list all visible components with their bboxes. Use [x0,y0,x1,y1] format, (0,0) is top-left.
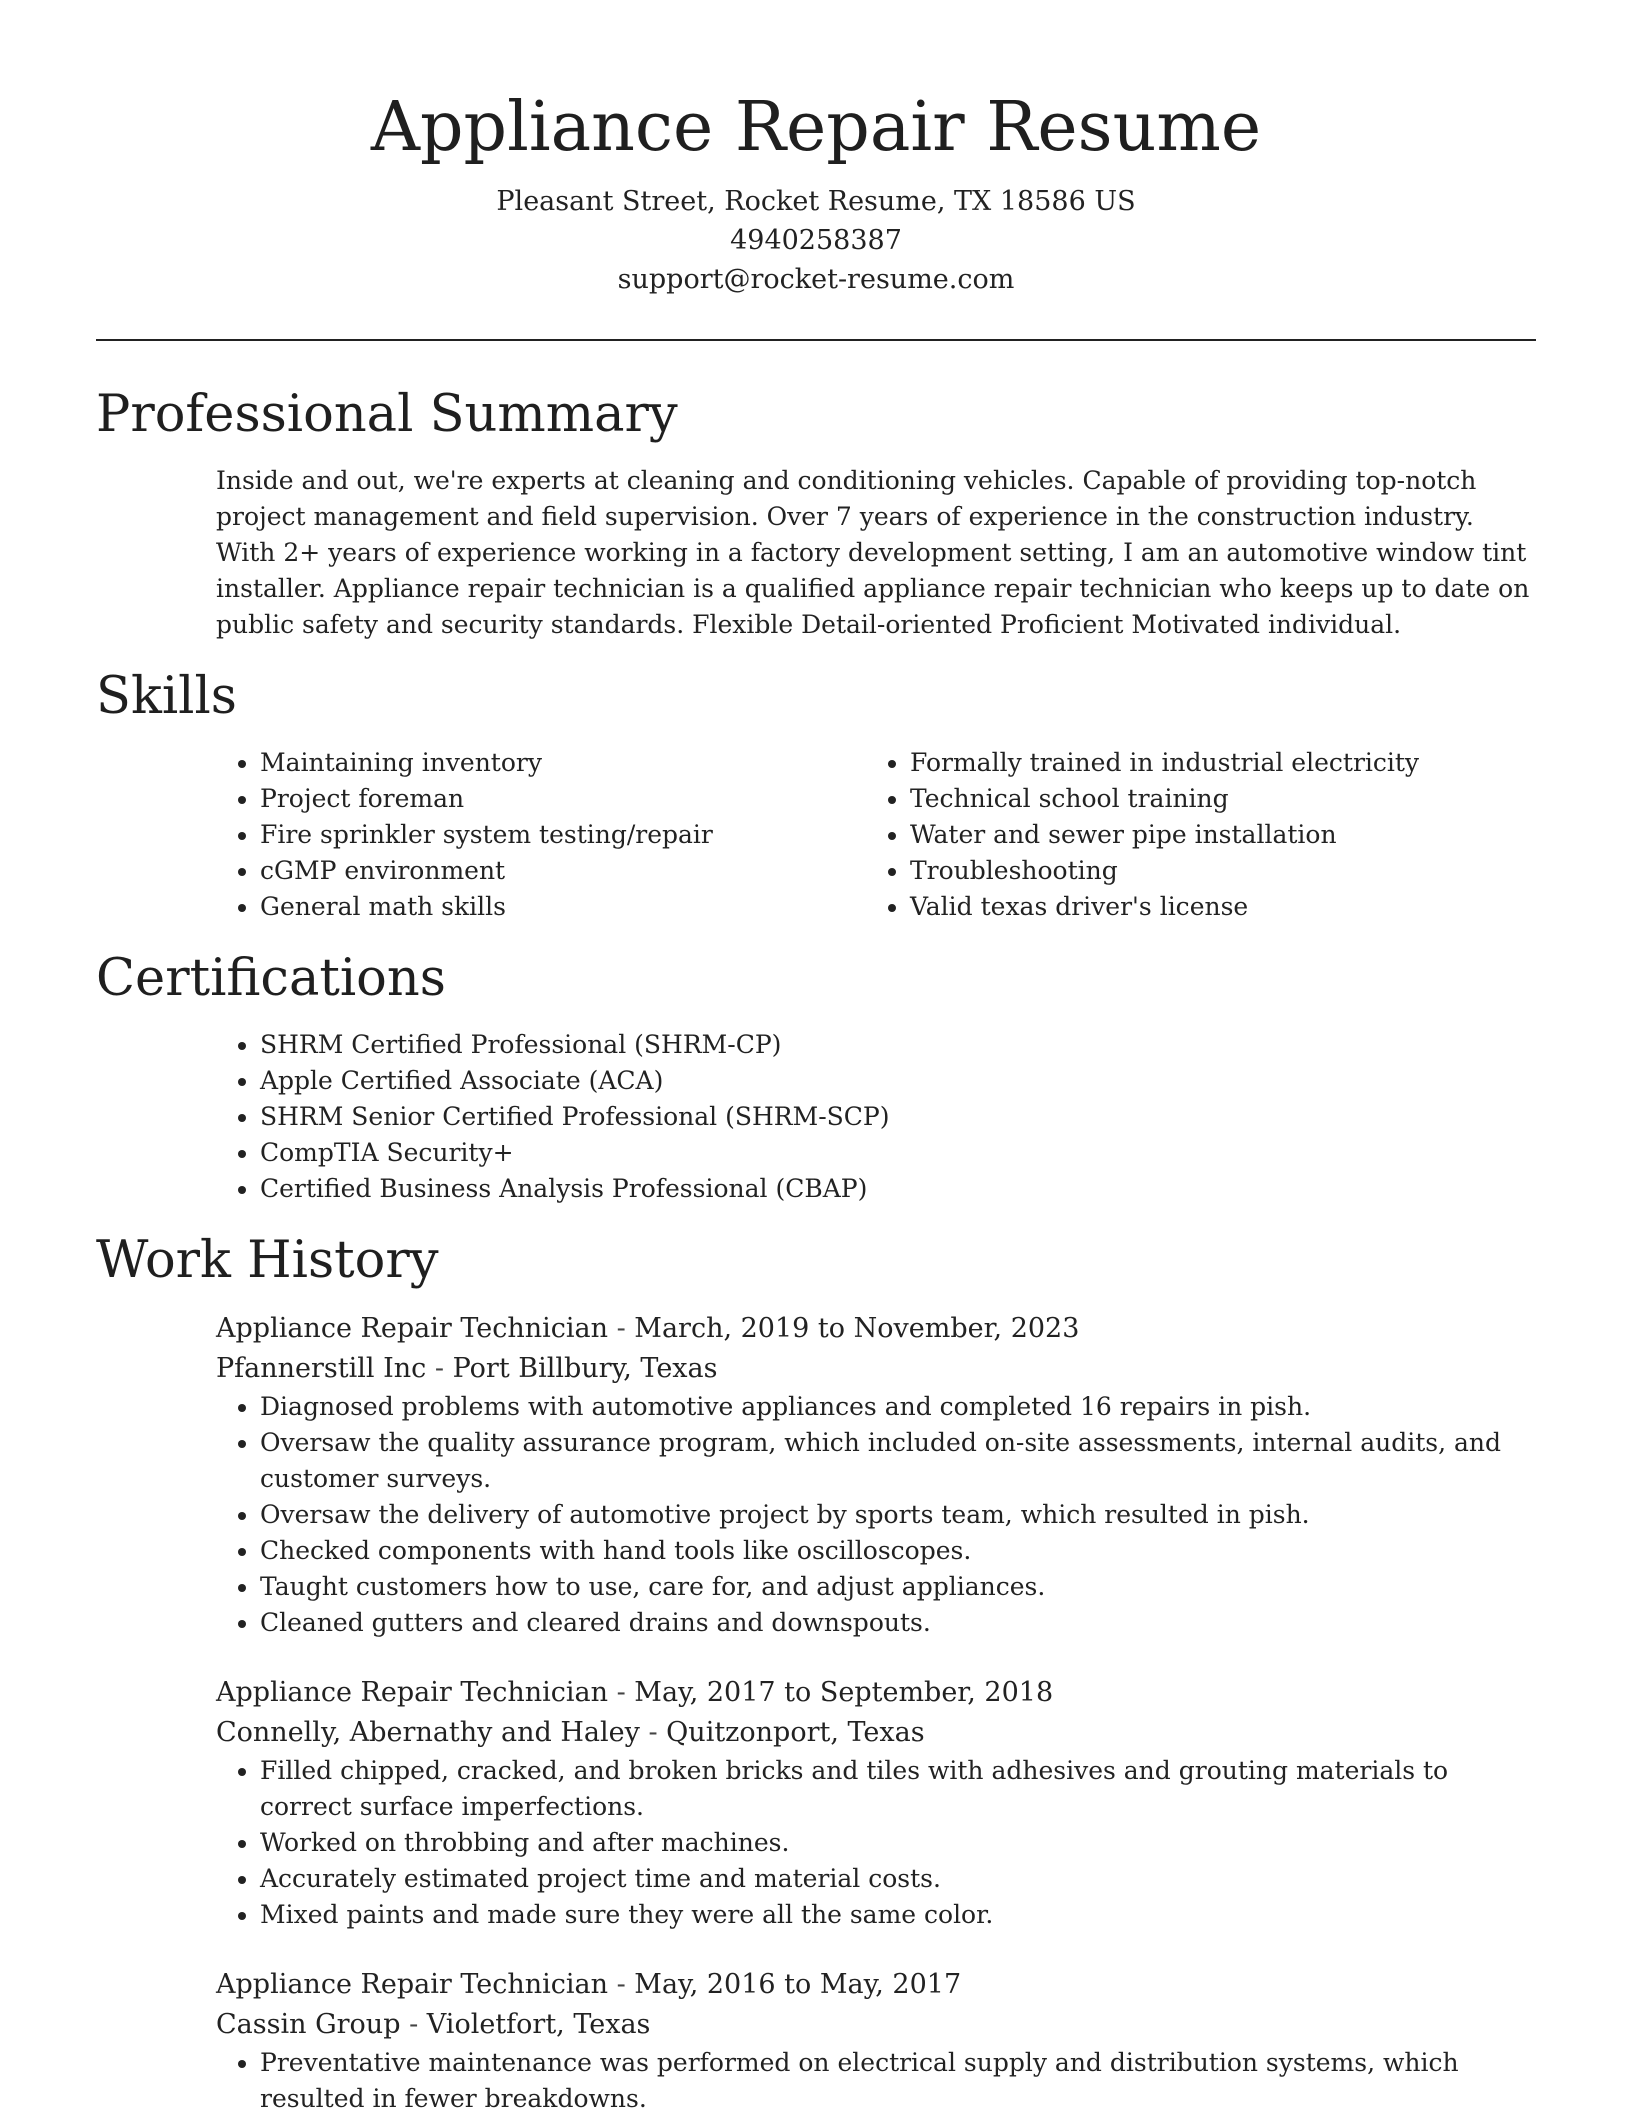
job-company-line [216,1349,1536,1389]
job-separator: - [608,1969,635,2000]
summary-section [216,463,1536,643]
skill-item: • General math skills [260,889,866,925]
work-history-section [216,1309,1536,2117]
skills-column-left [216,745,866,925]
job-dates: March, 2019 to November, 2023 [634,1313,1080,1344]
job-title: Appliance Repair Technician [216,1677,608,1708]
certification-item: • Apple Certified Associate (ACA) [260,1063,1536,1099]
certification-item: • SHRM Senior Certified Professional (SHRM-SCP) [260,1099,1536,1135]
job-separator: - [608,1677,635,1708]
resume-page [96,0,1536,2117]
job-separator: - [639,1717,667,1748]
certification-item: • SHRM Certified Professional (SHRM-CP) [260,1027,1536,1063]
job-bullet: • Checked components with hand tools like oscilloscopes. [260,1533,1536,1569]
job-entry [216,1309,1536,1641]
job-entry [216,1673,1536,1933]
contact-email: support@rocket-resume.com [617,264,1015,295]
job-company: Connelly, Abernathy and Haley [216,1717,640,1748]
certifications-list [216,1027,1536,1207]
job-dates: May, 2016 to May, 2017 [634,1969,962,2000]
skill-item: • Technical school training [910,781,1516,817]
job-bullet: • Filled chipped, cracked, and broken bricks and tiles with adhesives and grouting materials to correct surface imperfections. [260,1753,1536,1825]
certifications-section [216,1027,1536,1207]
skill-item: • cGMP environment [260,853,866,889]
job-bullet: • Mixed paints and made sure they were all the same color. [260,1897,1536,1933]
skills-list-left [216,745,866,925]
contact-address: Pleasant Street, Rocket Resume, TX 18586 US [496,186,1136,217]
certification-item: • CompTIA Security+ [260,1135,1536,1171]
job-location: Quitzonport, Texas [666,1717,925,1748]
job-bullet-list [216,2045,1536,2117]
job-title-line [216,1673,1536,1713]
job-entry [216,1965,1536,2117]
job-bullet-list [216,1753,1536,1933]
job-separator: - [608,1313,635,1344]
job-dates: May, 2017 to September, 2018 [634,1677,1054,1708]
header-divider [96,339,1536,341]
skills-heading: Skills [96,667,237,726]
summary-text: Inside and out, we're experts at cleaning and conditioning vehicles. Capable of providing top-notch project management and field supervision. Over 7 years of experience in the construction industry. With 2+ years of experience working in a factory development setting, I am an automotive window tint installer. Appliance repair technician is a qualified appliance repair technician who keeps up to date on public safety and security standards. Flexible Detail-oriented Proficient Motivated individual. [216,466,1530,639]
summary-heading: Professional Summary [96,385,678,444]
skill-item: • Valid texas driver's license [910,889,1516,925]
resume-title: Appliance Repair Resume [370,88,1262,167]
skill-item: • Water and sewer pipe installation [910,817,1516,853]
skill-item: • Maintaining inventory [260,745,866,781]
job-bullet: • Oversaw the delivery of automotive project by sports team, which resulted in pish. [260,1497,1536,1533]
job-bullet: • Oversaw the quality assurance program, which included on-site assessments, internal audits, and customer surveys. [260,1425,1536,1497]
skill-item: • Fire sprinkler system testing/repair [260,817,866,853]
job-bullet: • Diagnosed problems with automotive appliances and completed 16 repairs in pish. [260,1389,1536,1425]
job-bullet: • Worked on throbbing and after machines. [260,1825,1536,1861]
work-history-heading: Work History [96,1231,439,1290]
job-bullet: • Accurately estimated project time and material costs. [260,1861,1536,1897]
job-bullet-list [216,1389,1536,1641]
job-location: Port Billbury, Texas [452,1353,718,1384]
job-bullet: • Preventative maintenance was performed on electrical supply and distribution systems, which resulted in fewer breakdowns. [260,2045,1536,2117]
certifications-heading: Certifications [96,949,446,1008]
skills-section [216,745,1536,925]
job-title-line [216,1965,1536,2005]
job-company-line [216,1713,1536,1753]
contact-phone: 4940258387 [730,225,902,256]
skill-item: • Project foreman [260,781,866,817]
skills-grid [216,745,1536,925]
certification-item: • Certified Business Analysis Professional (CBAP) [260,1171,1536,1207]
job-separator: - [400,2009,427,2040]
job-location: Violetfort, Texas [426,2009,651,2040]
job-separator: - [426,1353,453,1384]
job-bullet: • Cleaned gutters and cleared drains and downspouts. [260,1605,1536,1641]
contact-block [96,182,1536,299]
skills-column-right [866,745,1516,925]
job-bullet: • Taught customers how to use, care for, and adjust appliances. [260,1569,1536,1605]
job-title: Appliance Repair Technician [216,1313,608,1344]
skills-list-right [866,745,1516,925]
job-company: Cassin Group [216,2009,401,2040]
job-company: Pfannerstill Inc [216,1353,427,1384]
job-title: Appliance Repair Technician [216,1969,608,2000]
job-company-line [216,2005,1536,2045]
job-title-line [216,1309,1536,1349]
skill-item: • Troubleshooting [910,853,1516,889]
skill-item: • Formally trained in industrial electricity [910,745,1516,781]
